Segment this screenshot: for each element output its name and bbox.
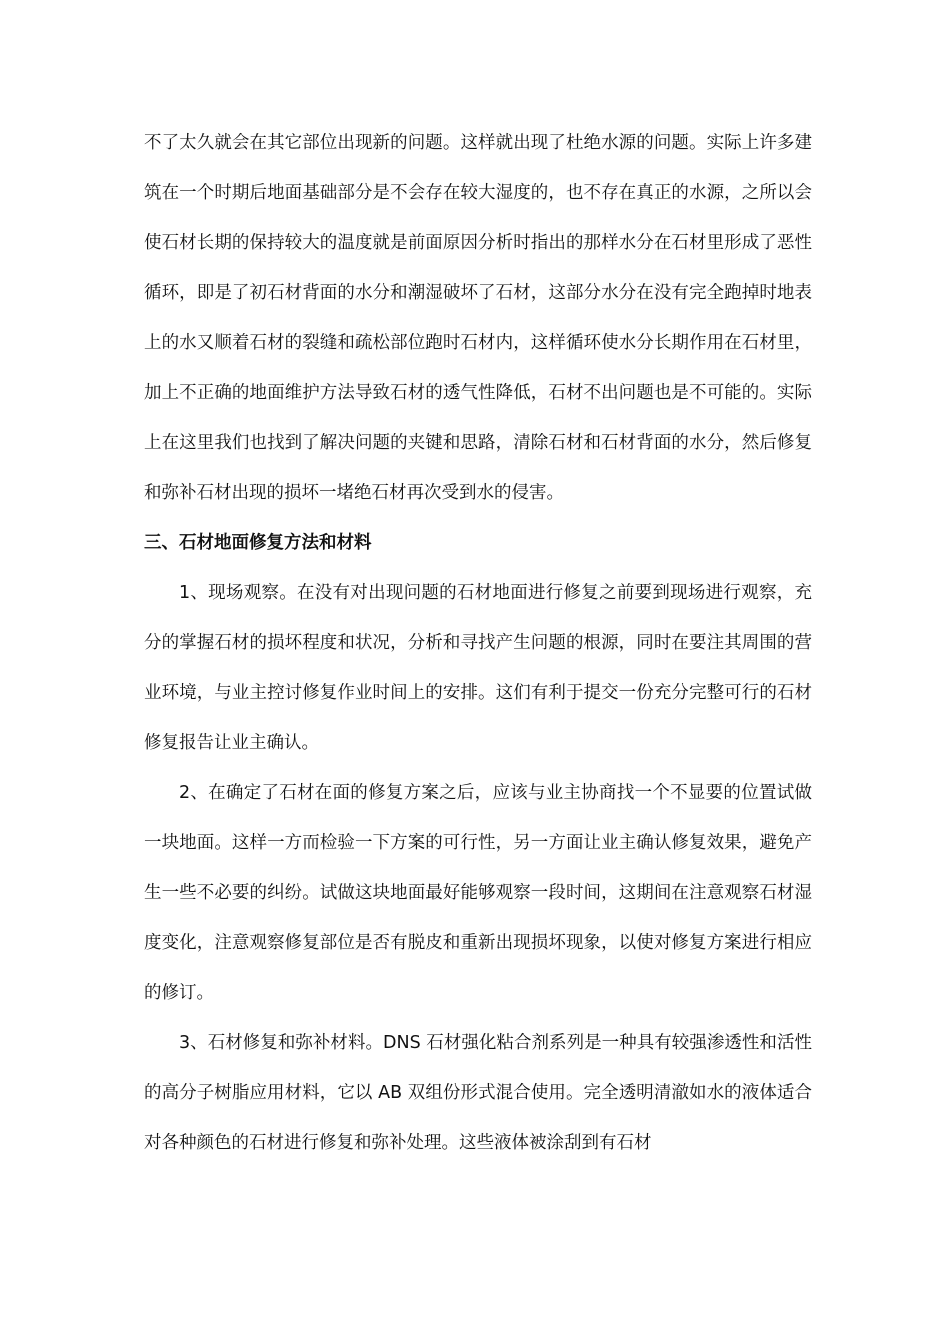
paragraph-continuation: 不了太久就会在其它部位出现新的问题。这样就出现了杜绝水源的问题。实际上许多建筑在一个时期后地面基础部分是不会存在较大湿度的，也不存在真正的水源，之所以会使石材长期的保持较大的温度就是前面原因分析时指出的那样水分在石材里形成了恶性循环，即是了初石材背面的水分和潮湿破坏了石材，这部分水分在没有完全跑掉时地表上的水又顺着石材的裂缝和疏松部位跑时石材内，这样循环使水分长期作用在石材里，加上不正确的地面维护方法导致石材的透气性降低，石材不出问题也是不可能的。实际上在这里我们也找到了解决问题的夹键和思路，清除石材和石材背面的水分，然后修复和弥补石材出现的损坏一堵绝石材再次受到水的侵害。 (144, 133, 812, 503)
document-body (144, 118, 812, 1168)
paragraph-item-1: 1、现场观察。在没有对出现问题的石材地面进行修复之前要到现场进行观察，充分的掌握石材的损坏程度和状况，分析和寻找产生问题的根源，同时在要注其周围的营业环境，与业主控讨修复作业时间上的安排。这们有利于提交一份充分完整可行的石材修复报告让业主确认。 (144, 583, 812, 753)
section-heading: 三、石材地面修复方法和材料 (144, 533, 372, 553)
paragraph-item-3: 3、石材修复和弥补材料。DNS 石材强化粘合剂系列是一种具有较强渗透性和活性的高分子树脂应用材料，它以 AB 双组份形式混合使用。完全透明清澈如水的液体适合对各种颜色的石材进行修复和弥补处理。这些液体被涂刮到有石材 (144, 1033, 812, 1153)
paragraph-item-2: 2、在确定了石材在面的修复方案之后，应该与业主协商找一个不显要的位置试做一块地面。这样一方而检验一下方案的可行性，另一方面让业主确认修复效果，避免产生一些不必要的纠纷。试做这块地面最好能够观察一段时间，这期间在注意观察石材湿度变化，注意观察修复部位是否有脱皮和重新出现损坏现象，以使对修复方案进行相应的修订。 (144, 783, 812, 1003)
